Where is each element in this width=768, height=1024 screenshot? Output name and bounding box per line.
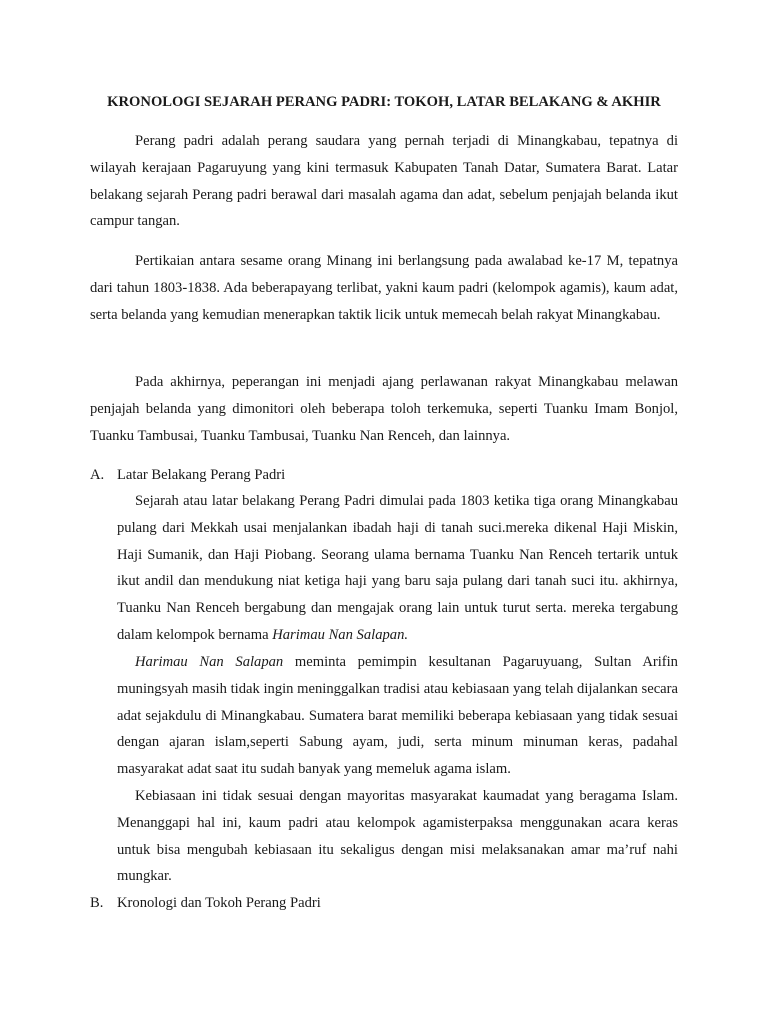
section-b-heading xyxy=(90,891,678,915)
section-b-letter: B. xyxy=(90,895,104,911)
section-a-paragraph-2 xyxy=(117,649,678,783)
section-a-heading xyxy=(90,463,678,487)
section-a-paragraph-2-italic: Harimau Nan Salapan xyxy=(135,654,284,670)
section-a-title: Latar Belakang Perang Padri xyxy=(117,467,286,483)
section-b-title: Kronologi dan Tokoh Perang Padri xyxy=(117,895,321,911)
section-a-paragraph-1 xyxy=(117,488,678,649)
intro-paragraph-2: Pertikaian antara sesame orang Minang ini berlangsung pada awalabad ke-17 M, tepatnya dari tahun 1803-1838. Ada beberapayang terlibat, yakni kaum padri (kelompok agamis), kaum adat, serta belanda yang kemudian menerapkan taktik licik untuk memecah belah rakyat Minangkabau. xyxy=(90,253,678,323)
section-a-paragraph-2-text: meminta pemimpin kesultanan Pagaruyuang, Sultan Arifin muningsyah masih tidak ingin meninggalkan tradisi atau kebiasaan yang telah dijalankan secara adat sejakdulu di Minangkabau. Sumatera barat memiliki beberapa kebiasaan yang tidak sesuai dengan ajaran islam,seperti Sabung ayam, judi, serta minum minuman keras, padahal masyarakat adat saat itu sudah banyak yang memeluk agama islam. xyxy=(117,654,678,778)
intro-paragraph-1: Perang padri adalah perang saudara yang pernah terjadi di Minangkabau, tepatnya di wilayah kerajaan Pagaruyung yang kini termasuk Kabupaten Tanah Datar, Sumatera Barat. Latar belakang sejarah Perang padri berawal dari masalah agama dan adat, sebelum penjajah belanda ikut campur tangan. xyxy=(90,133,678,230)
section-a-paragraph-1-text: Sejarah atau latar belakang Perang Padri dimulai pada 1803 ketika tiga orang Minangkabau pulang dari Mekkah usai menjalankan ibadah haji di tanah suci.mereka dikenal Haji Miskin, Haji Sumanik, dan Haji Piobang. Seorang ulama bernama Tuanku Nan Renceh tertarik untuk ikut andil dan mendukung niat ketiga haji yang baru saja pulang dari tanah suci itu. akhirnya, Tuanku Nan Renceh bergabung dan mengajak orang lain untuk turut serta. mereka tergabung dalam kelompok bernama xyxy=(117,493,678,643)
section-a-paragraph-1-italic: Harimau Nan Salapan. xyxy=(272,626,409,643)
intro-paragraph-3: Pada akhirnya, peperangan ini menjadi ajang perlawanan rakyat Minangkabau melawan penjajah belanda yang dimonitori oleh beberapa toloh terkemuka, seperti Tuanku Imam Bonjol, Tuanku Tambusai, Tuanku Tambusai, Tuanku Nan Renceh, dan lainnya. xyxy=(90,374,678,444)
section-a-paragraph-3: Kebiasaan ini tidak sesuai dengan mayoritas masyarakat kaumadat yang beragama Islam. Menanggapi hal ini, kaum padri atau kelompok agamisterpaksa menggunakan acara keras untuk bisa mengubah kebiasaan itu sekaligus dengan misi melaksanakan amar ma’ruf nahi mungkar. xyxy=(117,788,678,885)
section-a-letter: A. xyxy=(90,467,105,483)
document-title: KRONOLOGI SEJARAH PERANG PADRI: TOKOH, LATAR BELAKANG & AKHIR xyxy=(107,94,661,110)
